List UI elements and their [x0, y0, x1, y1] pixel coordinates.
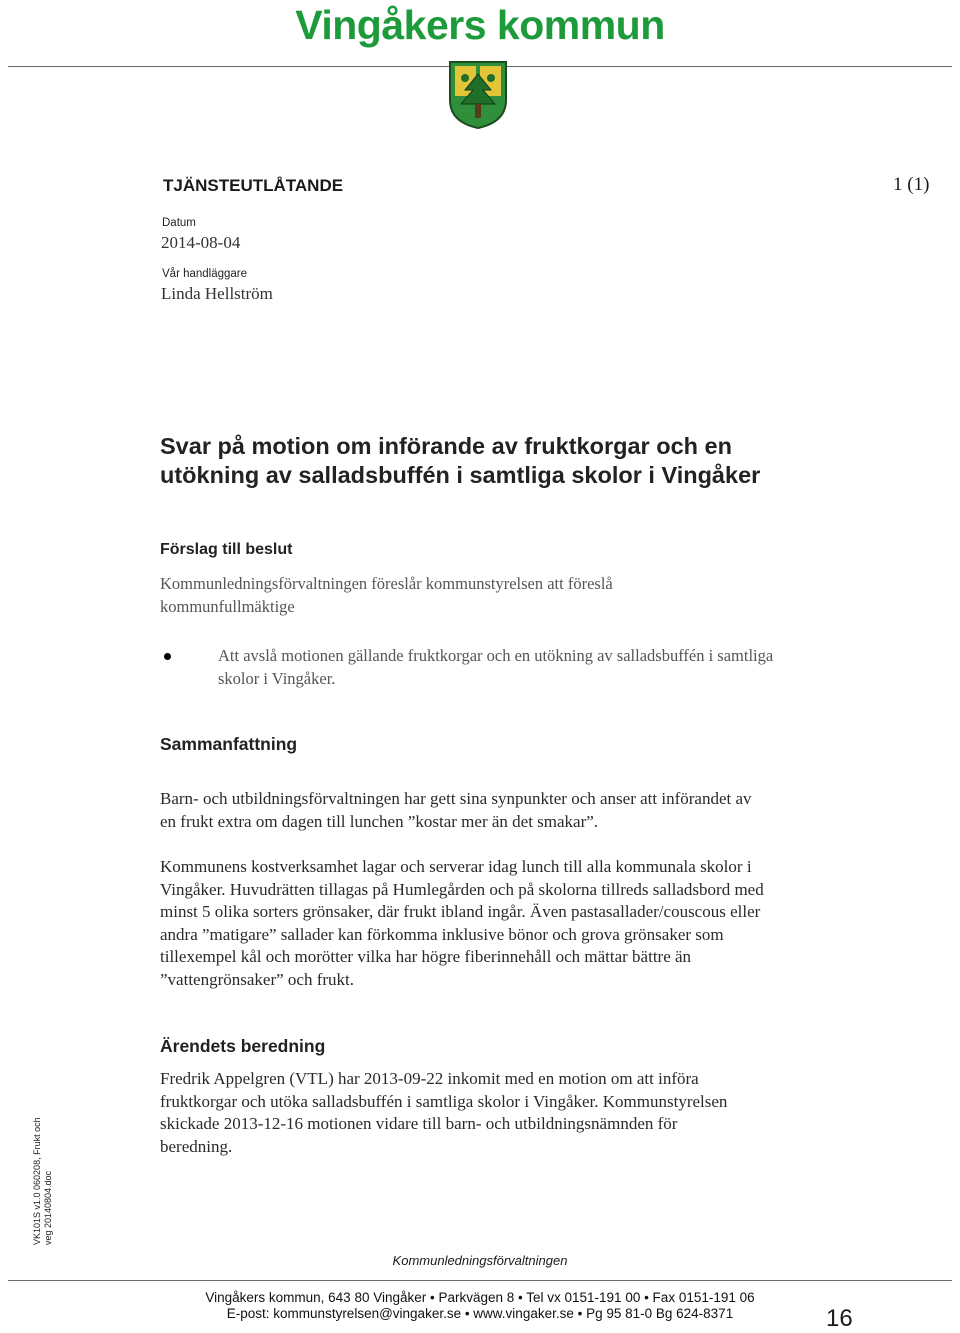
- document-title: Svar på motion om införande av fruktkorgar och en utökning av salladsbuffén i samtliga skolor i Vingåker: [160, 433, 761, 488]
- summary-paragraph-1: Barn- och utbildningsförvaltningen har gett sina synpunkter och anser att införandet av en frukt extra om dagen till lunchen ”kostar mer än det smakar”.: [160, 789, 752, 831]
- footer-address: Vingåkers kommun, 643 80 Vingåker • Parkvägen 8 • Tel vx 0151-191 00 • Fax 0151-191 06: [205, 1290, 755, 1305]
- template-id-line-1: VK101S v1.0 060208, Frukt och: [32, 1117, 42, 1245]
- handler-label: Vår handläggare: [162, 268, 248, 280]
- preparation-paragraph: Fredrik Appelgren (VTL) har 2013-09-22 inkomit med en motion om att införa fruktkorgar och utöka salladsbuffén i samtliga skolor i Vingåker. Kommunstyrelsen skickade 2013-12-16 motionen vidare till barn- och utbildningsnämnden för beredning.: [160, 1069, 728, 1156]
- page-number: 16: [826, 1305, 853, 1332]
- footer-department: Kommunledningsförvaltningen: [392, 1253, 568, 1268]
- page-indicator: 1 (1): [893, 174, 930, 195]
- handler-value: Linda Hellström: [161, 284, 273, 303]
- footer-contact: E-post: kommunstyrelsen@vingaker.se • www.vingaker.se • Pg 95 81-0 Bg 624-8371: [226, 1306, 734, 1321]
- proposal-intro: Kommunledningsförvaltningen föreslår kommunstyrelsen att föreslå kommunfullmäktige: [160, 574, 613, 616]
- footer-rule: [8, 1280, 952, 1281]
- proposal-heading: Förslag till beslut: [160, 541, 293, 558]
- summary-paragraph-2: Kommunens kostverksamhet lagar och serverar idag lunch till alla kommunala skolor i Vingåker. Huvudrätten tillagas på Humlegården och på skolorna tillreds salladsbord med minst 5 olika sorters grönsaker, där frukt ibland ingår. Även pastasallader/couscous eller andra ”matigare” sallader kan förkomma inklusive bönor och grova grönsaker som tillexempel kål och morötter vilka har högre fiberinnehåll och mättar bättre än ”vattengrönsaker” och frukt.: [160, 857, 764, 989]
- date-value: 2014-08-04: [161, 233, 241, 252]
- document-type: TJÄNSTEUTLÅTANDE: [163, 176, 344, 195]
- brand-title: Vingåkers kommun: [295, 2, 665, 48]
- summary-heading: Sammanfattning: [160, 734, 298, 754]
- template-identifier: [32, 1117, 54, 1245]
- proposal-bullet: Att avslå motionen gällande fruktkorgar och en utökning av salladsbuffén i samtliga skolor i Vingåker.: [218, 646, 774, 688]
- coat-of-arms-icon: [447, 60, 509, 130]
- template-id-line-2: veg 20140804.doc: [43, 1170, 53, 1245]
- preparation-heading: Ärendets beredning: [160, 1036, 326, 1056]
- date-label: Datum: [162, 217, 196, 229]
- bullet-icon: [164, 653, 171, 660]
